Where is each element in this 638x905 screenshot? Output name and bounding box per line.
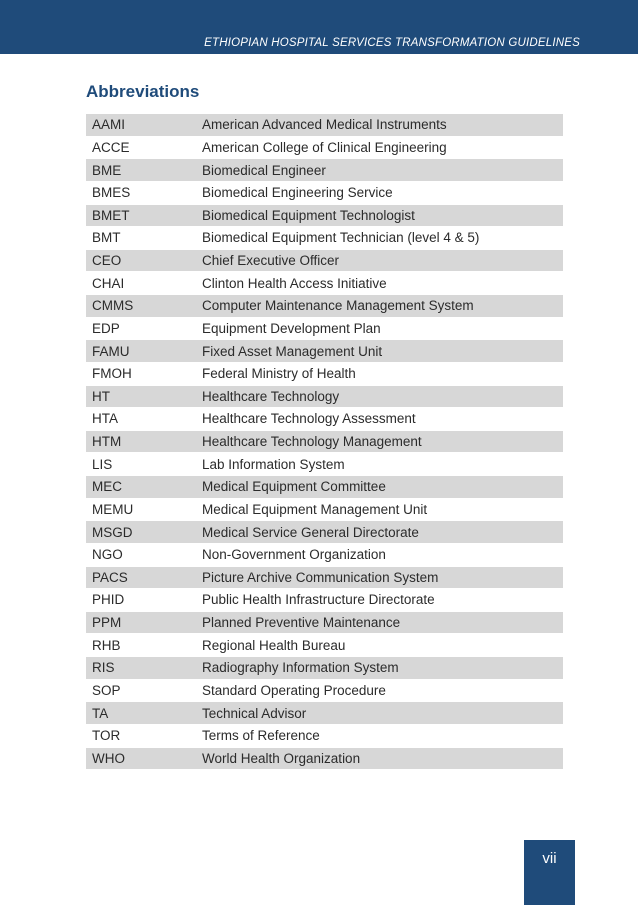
meaning-cell: Biomedical Engineering Service xyxy=(202,185,393,201)
table-row xyxy=(86,159,563,181)
abbreviation-cell: HTM xyxy=(92,434,122,449)
abbreviation-cell: BME xyxy=(92,162,122,178)
abbreviation-cell: BMES xyxy=(92,185,131,201)
table-row xyxy=(86,250,563,272)
meaning-cell: World Health Organization xyxy=(202,750,361,766)
abbreviation-cell: MEC xyxy=(92,479,122,495)
table-row xyxy=(86,295,563,317)
meaning-cell: Terms of Reference xyxy=(202,728,320,744)
table-row xyxy=(86,634,563,656)
table-row xyxy=(86,499,563,521)
abbreviation-cell: PPM xyxy=(92,615,122,630)
abbreviation-cell: FMOH xyxy=(92,366,132,382)
table-row xyxy=(86,137,563,159)
abbreviation-cell: CMMS xyxy=(92,298,134,314)
abbreviation-cell: FAMU xyxy=(92,343,130,359)
meaning-cell: American Advanced Medical Instruments xyxy=(202,117,447,133)
header-band xyxy=(0,0,638,54)
meaning-cell: Planned Preventive Maintenance xyxy=(202,615,401,630)
table-row xyxy=(86,748,563,770)
meaning-cell: Healthcare Technology Assessment xyxy=(202,411,416,427)
meaning-cell: Clinton Health Access Initiative xyxy=(202,275,387,291)
table-row xyxy=(86,205,563,227)
meaning-cell: Technical Advisor xyxy=(202,705,307,721)
abbreviation-cell: SOP xyxy=(92,682,121,698)
meaning-cell: Computer Maintenance Management System xyxy=(202,298,474,314)
meaning-cell: Chief Executive Officer xyxy=(202,253,340,268)
table-row xyxy=(86,272,563,294)
abbreviation-cell: MEMU xyxy=(92,501,134,517)
table-row xyxy=(86,386,563,408)
abbreviation-cell: MSGD xyxy=(92,524,133,540)
table-row xyxy=(86,318,563,340)
table-row xyxy=(86,612,563,634)
abbreviation-cell: BMT xyxy=(92,230,121,246)
abbreviation-cell: BMET xyxy=(92,207,130,223)
meaning-cell: Medical Service General Directorate xyxy=(202,524,419,540)
table-row xyxy=(86,680,563,702)
section-title: Abbreviations xyxy=(86,82,200,101)
meaning-cell: Medical Equipment Management Unit xyxy=(202,501,428,517)
table-row xyxy=(86,408,563,430)
meaning-cell: Standard Operating Procedure xyxy=(202,682,386,698)
meaning-cell: Medical Equipment Committee xyxy=(202,479,386,495)
abbreviation-cell: RHB xyxy=(92,637,121,653)
meaning-cell: Lab Information System xyxy=(202,456,345,472)
abbreviation-cell: LIS xyxy=(92,456,113,472)
meaning-cell: Non-Government Organization xyxy=(202,547,386,563)
meaning-cell: Picture Archive Communication System xyxy=(202,569,439,585)
running-header-title: ETHIOPIAN HOSPITAL SERVICES TRANSFORMATION GUIDELINES xyxy=(204,37,580,49)
abbreviation-cell: NGO xyxy=(92,547,123,563)
abbreviation-cell: PHID xyxy=(92,592,125,608)
abbreviation-cell: CEO xyxy=(92,253,122,268)
table-row xyxy=(86,589,563,611)
abbreviation-cell: PACS xyxy=(92,569,128,585)
meaning-cell: Radiography Information System xyxy=(202,660,399,676)
table-row xyxy=(86,476,563,498)
meaning-cell: Biomedical Engineer xyxy=(202,162,326,178)
table-row xyxy=(86,567,563,589)
meaning-cell: Equipment Development Plan xyxy=(202,320,381,336)
abbreviation-cell: CHAI xyxy=(92,275,125,291)
table-row xyxy=(86,227,563,249)
abbreviation-cell: HTA xyxy=(92,411,118,427)
meaning-cell: Biomedical Equipment Technician (level 4 & 5) xyxy=(202,230,480,246)
page-number: vii xyxy=(542,850,557,867)
table-row xyxy=(86,544,563,566)
table-row xyxy=(86,340,563,362)
meaning-cell: Biomedical Equipment Technologist xyxy=(202,207,415,223)
abbreviation-cell: ACCE xyxy=(92,139,130,155)
table-row xyxy=(86,657,563,679)
table-row xyxy=(86,521,563,543)
table-row xyxy=(86,702,563,724)
abbreviation-cell: RIS xyxy=(92,660,115,676)
abbreviation-cell: HT xyxy=(92,388,110,404)
abbreviation-cell: TA xyxy=(92,705,109,721)
abbreviation-cell: TOR xyxy=(92,728,121,744)
abbreviation-cell: WHO xyxy=(92,750,125,766)
table-row xyxy=(86,453,563,475)
abbreviations-table xyxy=(86,114,563,770)
meaning-cell: Healthcare Technology xyxy=(202,388,340,404)
meaning-cell: Federal Ministry of Health xyxy=(202,366,356,382)
page-number-tab xyxy=(524,840,575,905)
meaning-cell: Regional Health Bureau xyxy=(202,637,346,653)
table-row xyxy=(86,182,563,204)
abbreviation-cell: EDP xyxy=(92,320,120,336)
table-row xyxy=(86,725,563,747)
meaning-cell: American College of Clinical Engineering xyxy=(202,139,447,155)
meaning-cell: Fixed Asset Management Unit xyxy=(202,343,383,359)
abbreviation-cell: AAMI xyxy=(92,117,126,133)
meaning-cell: Healthcare Technology Management xyxy=(202,434,422,449)
meaning-cell: Public Health Infrastructure Directorate xyxy=(202,592,435,608)
table-row xyxy=(86,114,563,136)
table-row xyxy=(86,363,563,385)
table-row xyxy=(86,431,563,453)
